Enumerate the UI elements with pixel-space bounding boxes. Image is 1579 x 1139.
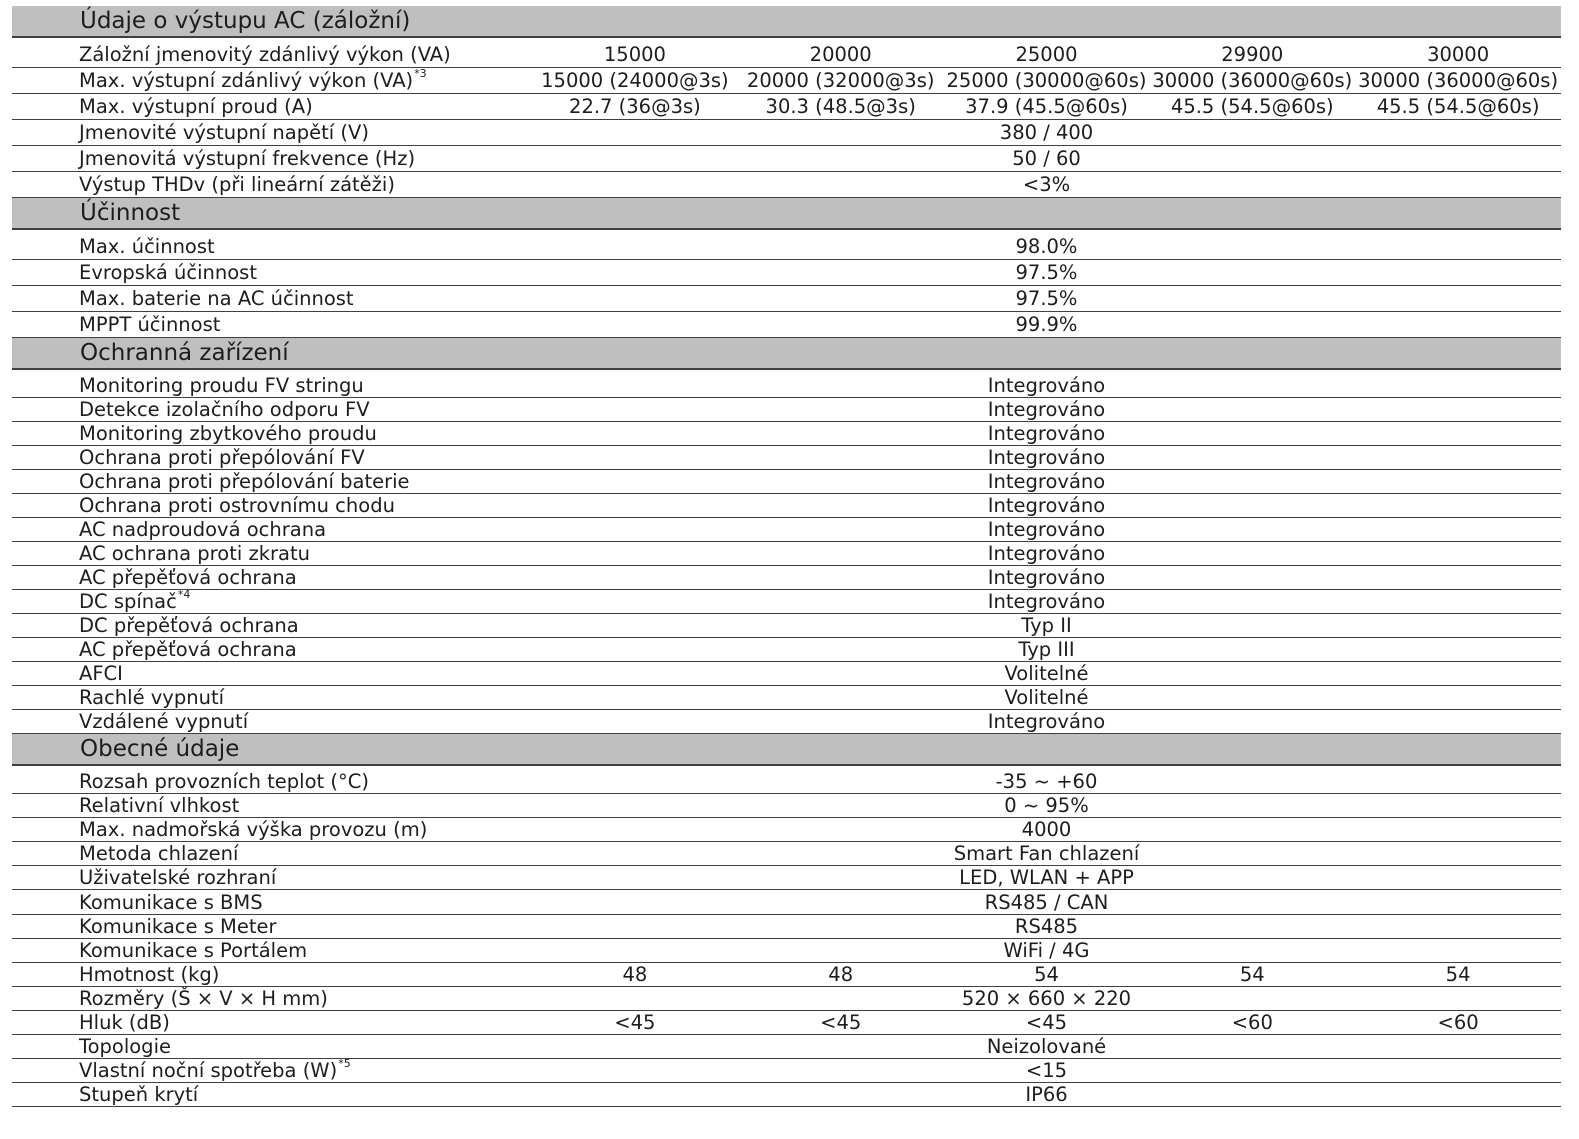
spec-value-shared: 97.5% bbox=[1015, 261, 1078, 284]
spec-value-shared: WiFi / 4G bbox=[1003, 938, 1090, 962]
spec-label bbox=[12, 261, 532, 284]
spec-section bbox=[12, 6, 1561, 198]
spec-label bbox=[12, 915, 532, 938]
spec-label-text: Záložní jmenovitý zdánlivý výkon (VA) bbox=[79, 43, 451, 66]
spec-values bbox=[532, 121, 1561, 144]
spec-label bbox=[12, 566, 532, 589]
spec-values bbox=[532, 842, 1561, 865]
spec-value: 30000 (36000@60s) bbox=[1358, 69, 1559, 92]
spec-row bbox=[12, 794, 1561, 818]
spec-value: 30000 (36000@60s) bbox=[1152, 69, 1353, 92]
spec-row bbox=[12, 638, 1561, 662]
spec-values bbox=[532, 1059, 1561, 1082]
spec-values bbox=[532, 939, 1561, 962]
spec-row bbox=[12, 662, 1561, 686]
spec-label-text: Relativní vlhkost bbox=[79, 794, 240, 818]
spec-label bbox=[12, 518, 532, 541]
spec-label-text: Vzdálené vypnutí bbox=[79, 710, 249, 733]
spec-row bbox=[12, 842, 1561, 866]
spec-row bbox=[12, 915, 1561, 939]
footnote-marker: *4 bbox=[177, 588, 191, 601]
spec-label bbox=[12, 1059, 532, 1082]
spec-value-shared: Integrováno bbox=[987, 710, 1106, 733]
spec-label bbox=[12, 1035, 532, 1058]
spec-label-text: Rozměry (Š × V × H mm) bbox=[79, 986, 328, 1010]
spec-values bbox=[532, 987, 1561, 1010]
spec-label bbox=[12, 235, 532, 258]
spec-label-text: Detekce izolačního odporu FV bbox=[79, 398, 370, 421]
spec-value: <45 bbox=[1025, 1010, 1068, 1034]
spec-value-shared: Integrováno bbox=[987, 566, 1106, 589]
section-header bbox=[12, 338, 1561, 370]
spec-label bbox=[12, 43, 532, 66]
section-title: Údaje o výstupu AC (záložní) bbox=[80, 8, 411, 34]
spec-value: 54 bbox=[1034, 962, 1059, 986]
spec-value: 54 bbox=[1445, 962, 1471, 986]
spec-label bbox=[12, 770, 532, 793]
spec-label bbox=[12, 662, 532, 685]
spec-value-shared: Volitelné bbox=[1004, 662, 1089, 685]
spec-values bbox=[532, 614, 1561, 637]
spec-row bbox=[12, 120, 1561, 146]
spec-value-shared: -35 ~ +60 bbox=[995, 770, 1098, 794]
spec-value-shared: Integrováno bbox=[987, 398, 1106, 421]
spec-value: 37.9 (45.5@60s) bbox=[965, 95, 1128, 118]
spec-value: 20000 bbox=[809, 43, 872, 66]
spec-value-shared: Integrováno bbox=[987, 518, 1106, 541]
spec-label-text: Max. nadmořská výška provozu (m) bbox=[79, 818, 428, 842]
spec-label bbox=[12, 963, 532, 986]
spec-label bbox=[12, 470, 532, 493]
spec-value: 29900 bbox=[1221, 43, 1284, 66]
spec-value-shared: RS485 bbox=[1014, 914, 1079, 938]
spec-row bbox=[12, 614, 1561, 638]
spec-label bbox=[12, 842, 532, 865]
spec-label bbox=[12, 987, 532, 1010]
spec-row bbox=[12, 686, 1561, 710]
spec-value: 30000 bbox=[1427, 43, 1490, 66]
spec-value-shared: 520 × 660 × 220 bbox=[961, 986, 1132, 1010]
spec-value: 22.7 (36@3s) bbox=[569, 95, 701, 118]
spec-label bbox=[12, 494, 532, 517]
spec-label-text: Evropská účinnost bbox=[79, 261, 257, 284]
spec-value-shared: 380 / 400 bbox=[999, 121, 1094, 144]
spec-values bbox=[532, 147, 1561, 170]
spec-row bbox=[12, 542, 1561, 566]
spec-label-text: Rachlé vypnutí bbox=[79, 686, 225, 709]
spec-values bbox=[532, 287, 1561, 310]
spec-values bbox=[532, 43, 1561, 66]
spec-value-shared: Neizolované bbox=[986, 1035, 1107, 1059]
spec-values bbox=[532, 173, 1561, 196]
spec-label-text: Hmotnost (kg) bbox=[79, 962, 220, 986]
spec-value-shared: <3% bbox=[1022, 173, 1071, 196]
spec-label bbox=[12, 891, 532, 914]
spec-value-shared: IP66 bbox=[1025, 1083, 1068, 1107]
spec-row bbox=[12, 446, 1561, 470]
spec-label-text: Komunikace s BMS bbox=[79, 890, 263, 914]
spec-label-text: Vlastní noční spotřeba (W) bbox=[79, 1059, 338, 1083]
spec-label-text: Monitoring zbytkového proudu bbox=[79, 422, 377, 445]
spec-label-text: Ochrana proti ostrovnímu chodu bbox=[79, 494, 395, 517]
spec-sheet bbox=[12, 6, 1561, 1107]
spec-value: <60 bbox=[1437, 1010, 1479, 1034]
spec-value-shared: 98.0% bbox=[1015, 235, 1078, 258]
spec-label bbox=[12, 686, 532, 709]
spec-value: 54 bbox=[1239, 962, 1265, 986]
section-header bbox=[12, 198, 1561, 230]
spec-row bbox=[12, 590, 1561, 614]
spec-values bbox=[532, 566, 1561, 589]
spec-values bbox=[532, 710, 1561, 733]
spec-label-text: Max. účinnost bbox=[79, 235, 215, 258]
spec-row bbox=[12, 172, 1561, 198]
spec-values bbox=[532, 770, 1561, 793]
spec-value-shared: Volitelné bbox=[1004, 686, 1089, 709]
spec-label bbox=[12, 446, 532, 469]
footnote-marker: *3 bbox=[414, 67, 427, 80]
spec-value-shared: Integrováno bbox=[987, 374, 1106, 397]
spec-values bbox=[532, 261, 1561, 284]
spec-values bbox=[532, 95, 1561, 118]
spec-label-text: Topologie bbox=[79, 1035, 171, 1059]
spec-value-shared: Integrováno bbox=[987, 590, 1106, 613]
spec-row bbox=[12, 1083, 1561, 1107]
spec-values bbox=[532, 313, 1561, 336]
spec-values bbox=[532, 518, 1561, 541]
spec-value-shared: 97.5% bbox=[1015, 287, 1078, 310]
spec-label-text: Metoda chlazení bbox=[79, 842, 239, 866]
spec-row bbox=[12, 710, 1561, 734]
spec-value: 25000 bbox=[1015, 43, 1078, 66]
spec-label bbox=[12, 590, 532, 613]
spec-values bbox=[532, 662, 1561, 685]
spec-section bbox=[12, 198, 1561, 338]
spec-label bbox=[12, 398, 532, 421]
spec-values bbox=[532, 891, 1561, 914]
section-title: Obecné údaje bbox=[80, 736, 240, 762]
spec-label bbox=[12, 287, 532, 310]
spec-label bbox=[12, 374, 532, 397]
spec-values bbox=[532, 1083, 1561, 1106]
spec-value: 25000 (30000@60s) bbox=[946, 69, 1147, 92]
spec-value-shared: Integrováno bbox=[987, 422, 1106, 445]
spec-values bbox=[532, 470, 1561, 493]
spec-value-shared: RS485 / CAN bbox=[984, 890, 1109, 914]
spec-values bbox=[532, 866, 1561, 889]
spec-label bbox=[12, 866, 532, 889]
spec-label-text: Uživatelské rozhraní bbox=[79, 866, 277, 890]
spec-label bbox=[12, 173, 532, 196]
spec-label-text: AC nadproudová ochrana bbox=[79, 518, 327, 541]
spec-value-shared: Integrováno bbox=[987, 470, 1106, 493]
spec-value: 45.5 (54.5@60s) bbox=[1376, 95, 1540, 118]
spec-values bbox=[532, 686, 1561, 709]
spec-row bbox=[12, 518, 1561, 542]
spec-row bbox=[12, 42, 1561, 68]
spec-row bbox=[12, 818, 1561, 842]
spec-value-shared: 50 / 60 bbox=[1012, 147, 1081, 170]
spec-section bbox=[12, 338, 1561, 734]
spec-value: 48 bbox=[622, 962, 648, 986]
spec-row bbox=[12, 94, 1561, 120]
spec-row bbox=[12, 890, 1561, 914]
spec-row bbox=[12, 566, 1561, 590]
spec-value: 30.3 (48.5@3s) bbox=[765, 95, 916, 118]
spec-label-text: Hluk (dB) bbox=[79, 1010, 170, 1034]
spec-label-text: Ochrana proti přepólování FV bbox=[79, 446, 365, 469]
spec-values bbox=[532, 1011, 1561, 1034]
spec-row bbox=[12, 234, 1561, 260]
spec-value-shared: 4000 bbox=[1021, 818, 1072, 842]
spec-value-shared: Integrováno bbox=[987, 446, 1106, 469]
spec-label bbox=[12, 710, 532, 733]
spec-label-text: Jmenovité výstupní napětí (V) bbox=[79, 121, 369, 144]
section-title: Ochranná zařízení bbox=[80, 340, 289, 366]
footnote-marker: *5 bbox=[338, 1057, 351, 1071]
spec-label bbox=[12, 95, 532, 118]
spec-row bbox=[12, 770, 1561, 794]
spec-label-text: Max. výstupní proud (A) bbox=[79, 95, 313, 118]
spec-value-shared: Integrováno bbox=[987, 542, 1106, 565]
spec-values bbox=[532, 374, 1561, 397]
spec-values bbox=[532, 915, 1561, 938]
spec-row bbox=[12, 866, 1561, 890]
spec-value-shared: Typ II bbox=[1021, 614, 1072, 637]
spec-row bbox=[12, 1011, 1561, 1035]
section-title: Účinnost bbox=[80, 200, 181, 226]
spec-row bbox=[12, 1035, 1561, 1059]
spec-label bbox=[12, 638, 532, 661]
spec-row bbox=[12, 146, 1561, 172]
spec-label bbox=[12, 69, 532, 92]
spec-row bbox=[12, 470, 1561, 494]
spec-row bbox=[12, 374, 1561, 398]
spec-row bbox=[12, 963, 1561, 987]
spec-label-text: Max. výstupní zdánlivý výkon (VA) bbox=[79, 69, 414, 92]
spec-row bbox=[12, 286, 1561, 312]
spec-row bbox=[12, 260, 1561, 286]
spec-row bbox=[12, 312, 1561, 338]
spec-row bbox=[12, 398, 1561, 422]
spec-label-text: Max. baterie na AC účinnost bbox=[79, 287, 354, 310]
spec-value: 15000 bbox=[603, 43, 666, 66]
section-rows bbox=[12, 766, 1561, 1107]
section-header bbox=[12, 6, 1561, 38]
spec-values bbox=[532, 398, 1561, 421]
spec-row bbox=[12, 68, 1561, 94]
spec-values bbox=[532, 794, 1561, 817]
spec-value-shared: LED, WLAN + APP bbox=[959, 866, 1134, 890]
spec-value-shared: 99.9% bbox=[1015, 313, 1078, 336]
section-rows bbox=[12, 230, 1561, 338]
spec-value: <60 bbox=[1231, 1010, 1273, 1034]
spec-value-shared: Integrováno bbox=[987, 494, 1106, 517]
spec-label bbox=[12, 818, 532, 841]
spec-label-text: AC přepěťová ochrana bbox=[79, 566, 297, 589]
spec-label-text: DC spínač bbox=[79, 590, 177, 613]
spec-values bbox=[532, 638, 1561, 661]
spec-label bbox=[12, 1083, 532, 1106]
spec-label-text: AFCI bbox=[79, 662, 123, 685]
spec-label-text: AC ochrana proti zkratu bbox=[79, 542, 310, 565]
spec-label bbox=[12, 422, 532, 445]
spec-value: <45 bbox=[614, 1010, 656, 1034]
spec-row bbox=[12, 987, 1561, 1011]
spec-label-text: Stupeň krytí bbox=[79, 1083, 199, 1107]
spec-label-text: Ochrana proti přepólování baterie bbox=[79, 470, 410, 493]
spec-value: 20000 (32000@3s) bbox=[746, 69, 935, 92]
spec-values bbox=[532, 963, 1561, 986]
spec-value: 48 bbox=[828, 962, 854, 986]
spec-label-text: DC přepěťová ochrana bbox=[79, 614, 299, 637]
spec-values bbox=[532, 69, 1561, 92]
spec-label-text: AC přepěťová ochrana bbox=[79, 638, 297, 661]
spec-value: 45.5 (54.5@60s) bbox=[1170, 95, 1334, 118]
spec-values bbox=[532, 446, 1561, 469]
spec-row bbox=[12, 494, 1561, 518]
spec-value-shared: <15 bbox=[1025, 1059, 1068, 1083]
section-rows bbox=[12, 38, 1561, 198]
spec-label-text: Rozsah provozních teplot (°C) bbox=[79, 770, 369, 794]
spec-label bbox=[12, 147, 532, 170]
spec-label bbox=[12, 794, 532, 817]
spec-values bbox=[532, 818, 1561, 841]
spec-value-shared: 0 ~ 95% bbox=[1004, 794, 1089, 818]
spec-label bbox=[12, 939, 532, 962]
spec-section bbox=[12, 734, 1561, 1107]
spec-row bbox=[12, 939, 1561, 963]
spec-values bbox=[532, 494, 1561, 517]
spec-label-text: Jmenovitá výstupní frekvence (Hz) bbox=[79, 147, 416, 170]
section-rows bbox=[12, 370, 1561, 734]
spec-label-text: MPPT účinnost bbox=[79, 313, 221, 336]
spec-values bbox=[532, 542, 1561, 565]
spec-values bbox=[532, 1035, 1561, 1058]
spec-label-text: Monitoring proudu FV stringu bbox=[79, 374, 364, 397]
spec-label-text: Komunikace s Meter bbox=[79, 914, 277, 938]
spec-row bbox=[12, 422, 1561, 446]
spec-label bbox=[12, 121, 532, 144]
spec-row bbox=[12, 1059, 1561, 1083]
spec-value-shared: Smart Fan chlazení bbox=[953, 842, 1140, 866]
spec-label-text: Komunikace s Portálem bbox=[79, 938, 308, 962]
spec-value: 15000 (24000@3s) bbox=[541, 69, 729, 92]
spec-label-text: Výstup THDv (při lineární zátěži) bbox=[79, 173, 395, 196]
spec-value-shared: Typ III bbox=[1018, 638, 1075, 661]
spec-label bbox=[12, 1011, 532, 1034]
section-header bbox=[12, 734, 1561, 766]
spec-values bbox=[532, 235, 1561, 258]
spec-value: <45 bbox=[820, 1010, 862, 1034]
spec-label bbox=[12, 313, 532, 336]
spec-label bbox=[12, 542, 532, 565]
spec-values bbox=[532, 590, 1561, 613]
spec-label bbox=[12, 614, 532, 637]
spec-values bbox=[532, 422, 1561, 445]
